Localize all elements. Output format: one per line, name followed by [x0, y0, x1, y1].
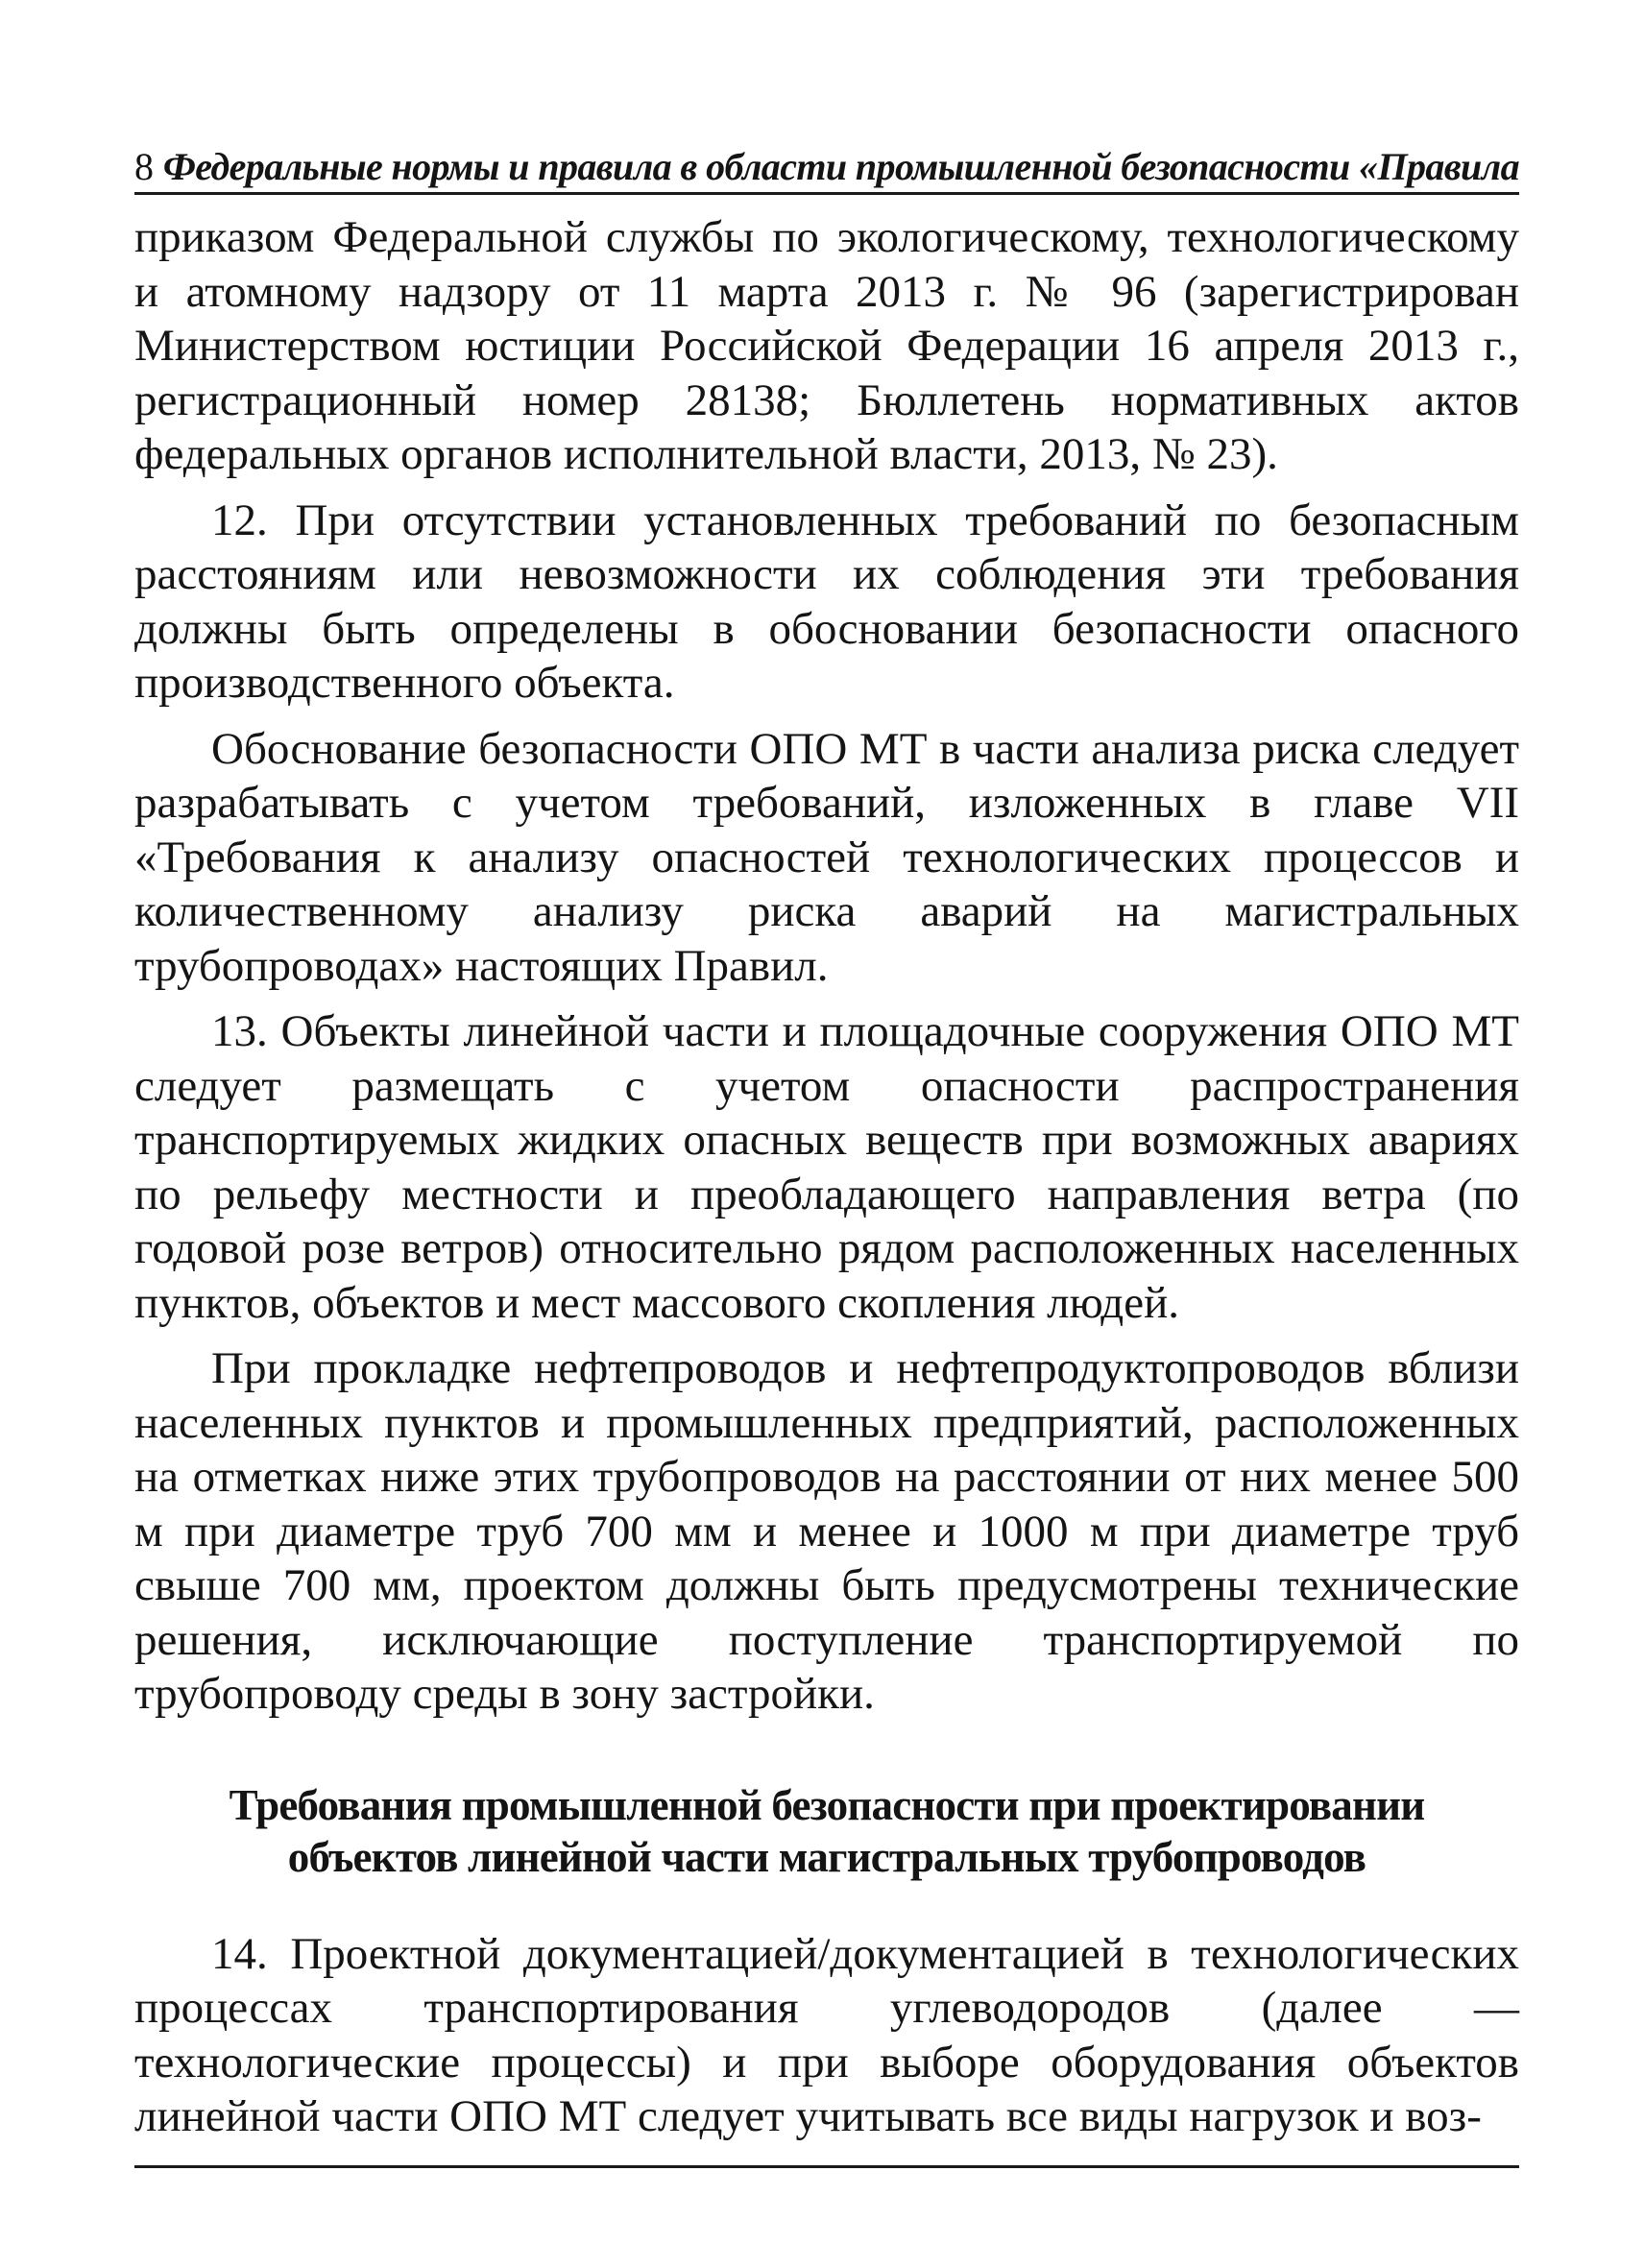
paragraph-continuation: приказом Федеральной службы по экологическому, технологическому и атомному надзору от 11 марта 2013 г. № 96 (зарегистрирован Министерством юстиции Российской Федерации 16 апреля 2013 г., регистрационный номер 28138; Бюллетень нормативных актов федеральных органов исполнительной власти, 2013, № 23).: [134, 212, 1519, 479]
paragraph-risk-analysis: Обоснование безопасности ОПО МТ в части анализа риска следует разрабатывать с учетом требований, изложенных в главе VII «Требования к анализу опасностей технологических процессов и количественному анализу риска аварий на магистральных трубопроводах» настоящих Правил.: [134, 723, 1519, 991]
running-header: [134, 142, 1519, 195]
section-heading: Требования промышленной безопасности при проектировании объектов линейной части магистральных трубопроводов: [229, 1780, 1425, 1881]
paragraph-item-13: 13. Объекты линейной части и площадочные сооружения ОПО МТ следует размещать с учетом опасности распространения транспортируемых жидких опасных веществ при возможных авариях по рельефу местности и преобладающего направления ветра (по годовой розе ветров) относительно рядом расположенных населенных пунктов, объектов и мест массового скопления людей.: [134, 1006, 1519, 1328]
paragraph-pipeline-laying: При прокладке нефтепроводов и нефтепродуктопроводов вблизи населенных пунктов и промышленных предприятий, расположенных на отметках ниже этих трубопроводов на расстоянии от них менее 500 м при диаметре труб 700 мм и менее и 1000 м при диаметре труб свыше 700 мм, проектом должны быть предусмотрены технические решения, исключающие поступление транспортируемой по трубопроводу среды в зону застройки.: [134, 1343, 1519, 1719]
running-title: Федеральные нормы и правила в области промышленной безопасности «Правила: [162, 145, 1519, 188]
body-text: [134, 210, 1519, 1722]
document-page: [134, 142, 1519, 2168]
bottom-rule: [134, 2165, 1519, 2168]
page-number: 8: [134, 145, 154, 188]
body-text-continued: [134, 1927, 1519, 2144]
paragraph-item-12: 12. При отсутствии установленных требований по безопасным расстояниям или невозможности их соблюдения эти требования должны быть определены в обосновании безопасности опасного производственного объекта.: [134, 495, 1519, 708]
paragraph-item-14: 14. Проектной документацией/документацией в технологических процессах транспортирования углеводородов (далее — технологические процессы) и при выборе оборудования объектов линейной части ОПО МТ следует учитывать все виды нагрузок и воз-: [134, 1928, 1519, 2141]
